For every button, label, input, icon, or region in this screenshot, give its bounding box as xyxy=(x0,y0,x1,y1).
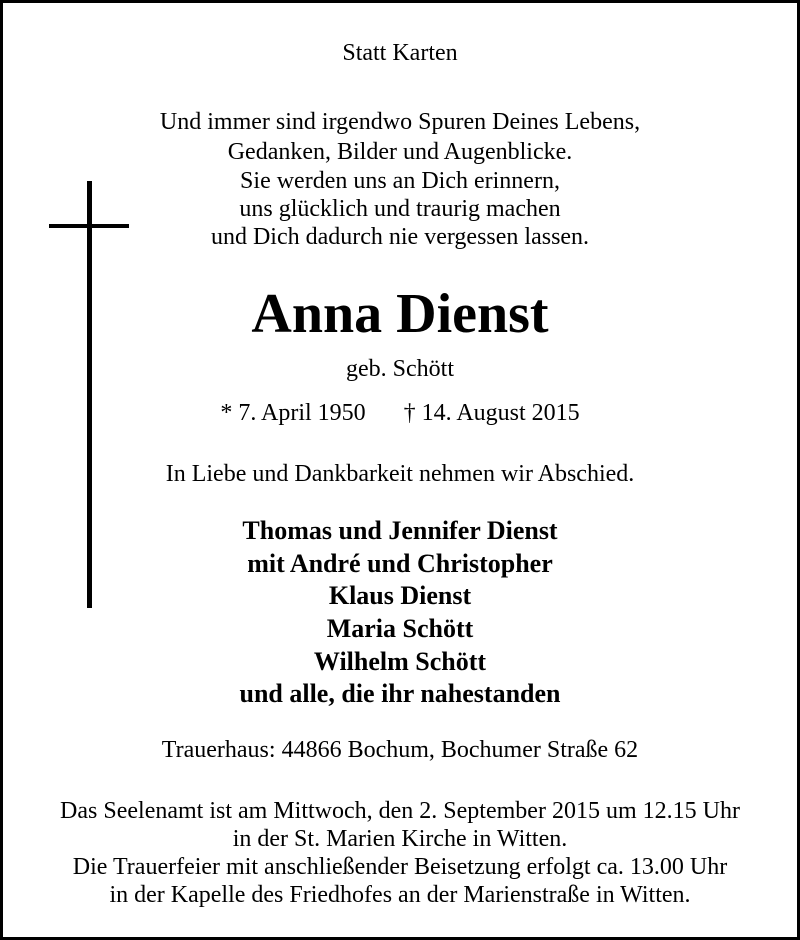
birth-date: * 7. April 1950 xyxy=(220,400,366,426)
service-line: Die Trauerfeier mit anschließender Beisetzung erfolgt ca. 13.00 Uhr xyxy=(72,854,728,880)
mourner-line: und alle, die ihr nahestanden xyxy=(239,679,561,708)
poem-line: Gedanken, Bilder und Augenblicke. xyxy=(227,139,573,165)
mourner-line: mit André und Christopher xyxy=(247,549,553,578)
mourner-line: Thomas und Jennifer Dienst xyxy=(242,516,558,545)
service-line: in der Kapelle des Friedhofes an der Marienstraße in Witten. xyxy=(109,882,691,908)
service-line: Das Seelenamt ist am Mittwoch, den 2. September 2015 um 12.15 Uhr xyxy=(60,798,740,824)
deceased-name: Anna Dienst xyxy=(251,283,549,345)
poem-line: Und immer sind irgendwo Spuren Deines Lebens, xyxy=(159,109,641,135)
poem-line: und Dich dadurch nie vergessen lassen. xyxy=(210,224,590,250)
birth-name: geb. Schött xyxy=(346,356,454,382)
mourner-line: Wilhelm Schött xyxy=(313,647,487,676)
life-dates xyxy=(0,400,800,427)
farewell-text: In Liebe und Dankbarkeit nehmen wir Abschied. xyxy=(165,461,635,487)
poem-line: Sie werden uns an Dich erinnern, xyxy=(240,168,560,194)
mourner-line: Klaus Dienst xyxy=(328,581,472,610)
service-line: in der St. Marien Kirche in Witten. xyxy=(232,826,568,852)
death-date: † 14. August 2015 xyxy=(403,400,580,426)
mourning-house-address: Trauerhaus: 44866 Bochum, Bochumer Straße 62 xyxy=(161,737,639,763)
mourner-line: Maria Schött xyxy=(326,614,474,643)
poem-line: uns glücklich und traurig machen xyxy=(239,196,561,222)
header-statt-karten: Statt Karten xyxy=(342,40,458,66)
